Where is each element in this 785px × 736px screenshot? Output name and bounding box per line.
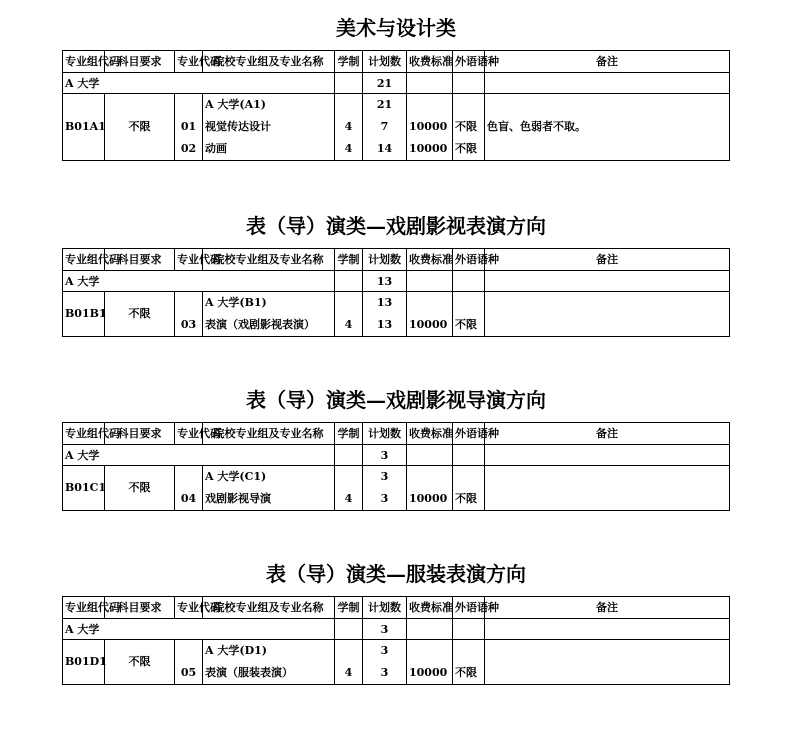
major-plan: 13 (376, 318, 393, 331)
header-language: 外语语种 (453, 597, 485, 619)
major-code: 03 (180, 318, 197, 331)
group-plan: 3 (380, 644, 389, 657)
group-subject: 不限 (128, 481, 151, 494)
school-row (63, 445, 730, 466)
group-row (63, 640, 730, 685)
major-name: 视觉传达设计 (205, 120, 271, 133)
header-remarks: 备注 (485, 597, 730, 619)
header-remarks: 备注 (485, 249, 730, 271)
group-code: B01C1 (65, 481, 107, 494)
group-remarks (487, 651, 727, 673)
school-name: A 大学 (63, 73, 335, 94)
group-code: B01B1 (65, 307, 107, 320)
header-name: 院校专业组及专业名称 (203, 597, 335, 619)
header-duration: 学制 (335, 423, 363, 445)
group-code: B01A1 (65, 120, 106, 133)
group-name: A 大学(C1) (205, 470, 267, 483)
group-row (63, 94, 730, 161)
major-plan: 7 (380, 120, 389, 133)
major-language: 不限 (455, 666, 477, 679)
major-fee: 10000 (409, 120, 448, 133)
table-header-row (63, 249, 730, 271)
header-remarks: 备注 (485, 423, 730, 445)
major-name: 表演（服装表演） (205, 666, 293, 679)
major-code: 01 (180, 120, 197, 133)
section-title: 表（导）演类—戏剧影视导演方向 (246, 388, 546, 412)
header-group-code: 专业组代码 (63, 423, 105, 445)
major-name: 动画 (205, 142, 227, 155)
header-name: 院校专业组及专业名称 (203, 51, 335, 73)
header-major-code: 专业代码 (175, 51, 203, 73)
header-plan: 计划数 (363, 51, 407, 73)
plan-table (62, 248, 730, 337)
header-plan: 计划数 (363, 249, 407, 271)
major-name: 表演（戏剧影视表演） (205, 318, 315, 331)
header-language: 外语语种 (453, 249, 485, 271)
header-remarks: 备注 (485, 51, 730, 73)
major-language: 不限 (455, 318, 477, 331)
group-row (63, 292, 730, 337)
school-name: A 大学 (63, 271, 335, 292)
table-header-row (63, 423, 730, 445)
group-plan: 21 (376, 98, 393, 111)
group-subject: 不限 (128, 120, 151, 133)
header-group-code: 专业组代码 (63, 249, 105, 271)
header-name: 院校专业组及专业名称 (203, 249, 335, 271)
major-duration: 4 (344, 142, 353, 155)
group-plan: 13 (376, 296, 393, 309)
major-duration: 4 (344, 120, 353, 133)
school-row (63, 73, 730, 94)
group-name: A 大学(A1) (205, 98, 266, 111)
header-major-code: 专业代码 (175, 423, 203, 445)
group-name: A 大学(B1) (205, 296, 267, 309)
header-major-code: 专业代码 (175, 597, 203, 619)
group-subject: 不限 (128, 655, 151, 668)
group-remarks (487, 303, 727, 325)
header-subject-req: 科目要求 (105, 249, 175, 271)
group-remarks (487, 477, 727, 499)
header-plan: 计划数 (363, 423, 407, 445)
header-duration: 学制 (335, 597, 363, 619)
header-language: 外语语种 (453, 51, 485, 73)
section-art-design (62, 16, 730, 161)
plan-table (62, 596, 730, 685)
major-duration: 4 (344, 666, 353, 679)
school-plan: 3 (363, 445, 407, 466)
header-duration: 学制 (335, 51, 363, 73)
header-subject-req: 科目要求 (105, 423, 175, 445)
header-group-code: 专业组代码 (63, 597, 105, 619)
group-plan: 3 (380, 470, 389, 483)
major-fee: 10000 (409, 492, 448, 505)
major-duration: 4 (344, 318, 353, 331)
major-code: 02 (180, 142, 197, 155)
table-header-row (63, 597, 730, 619)
header-duration: 学制 (335, 249, 363, 271)
school-plan: 13 (363, 271, 407, 292)
major-fee: 10000 (409, 666, 448, 679)
school-plan: 3 (363, 619, 407, 640)
header-fee: 收费标准 (407, 423, 453, 445)
header-plan: 计划数 (363, 597, 407, 619)
major-plan: 3 (380, 492, 389, 505)
major-plan: 3 (380, 666, 389, 679)
group-row (63, 466, 730, 511)
major-language: 不限 (455, 142, 477, 155)
major-fee: 10000 (409, 142, 448, 155)
header-group-code: 专业组代码 (63, 51, 105, 73)
header-fee: 收费标准 (407, 597, 453, 619)
school-row (63, 619, 730, 640)
major-code: 05 (180, 666, 197, 679)
section-title: 美术与设计类 (336, 16, 456, 40)
header-name: 院校专业组及专业名称 (203, 423, 335, 445)
header-fee: 收费标准 (407, 249, 453, 271)
section-fashion-performance (62, 562, 730, 685)
major-language: 不限 (455, 120, 477, 133)
group-remarks: 色盲、色弱者不取。 (487, 120, 586, 133)
major-code: 04 (180, 492, 197, 505)
plan-table (62, 422, 730, 511)
group-subject: 不限 (128, 307, 151, 320)
major-plan: 14 (376, 142, 393, 155)
school-name: A 大学 (63, 445, 335, 466)
school-name: A 大学 (63, 619, 335, 640)
section-title: 表（导）演类—戏剧影视表演方向 (246, 214, 546, 238)
plan-table (62, 50, 730, 161)
major-fee: 10000 (409, 318, 448, 331)
major-language: 不限 (455, 492, 477, 505)
major-name: 戏剧影视导演 (205, 492, 271, 505)
school-row (63, 271, 730, 292)
header-subject-req: 科目要求 (105, 51, 175, 73)
header-major-code: 专业代码 (175, 249, 203, 271)
header-language: 外语语种 (453, 423, 485, 445)
group-code: B01D1 (65, 655, 107, 668)
section-drama-performance (62, 214, 730, 337)
school-plan: 21 (363, 73, 407, 94)
header-fee: 收费标准 (407, 51, 453, 73)
section-title: 表（导）演类—服装表演方向 (266, 562, 526, 586)
header-subject-req: 科目要求 (105, 597, 175, 619)
group-name: A 大学(D1) (205, 644, 267, 657)
section-drama-directing (62, 388, 730, 511)
table-header-row (63, 51, 730, 73)
major-duration: 4 (344, 492, 353, 505)
